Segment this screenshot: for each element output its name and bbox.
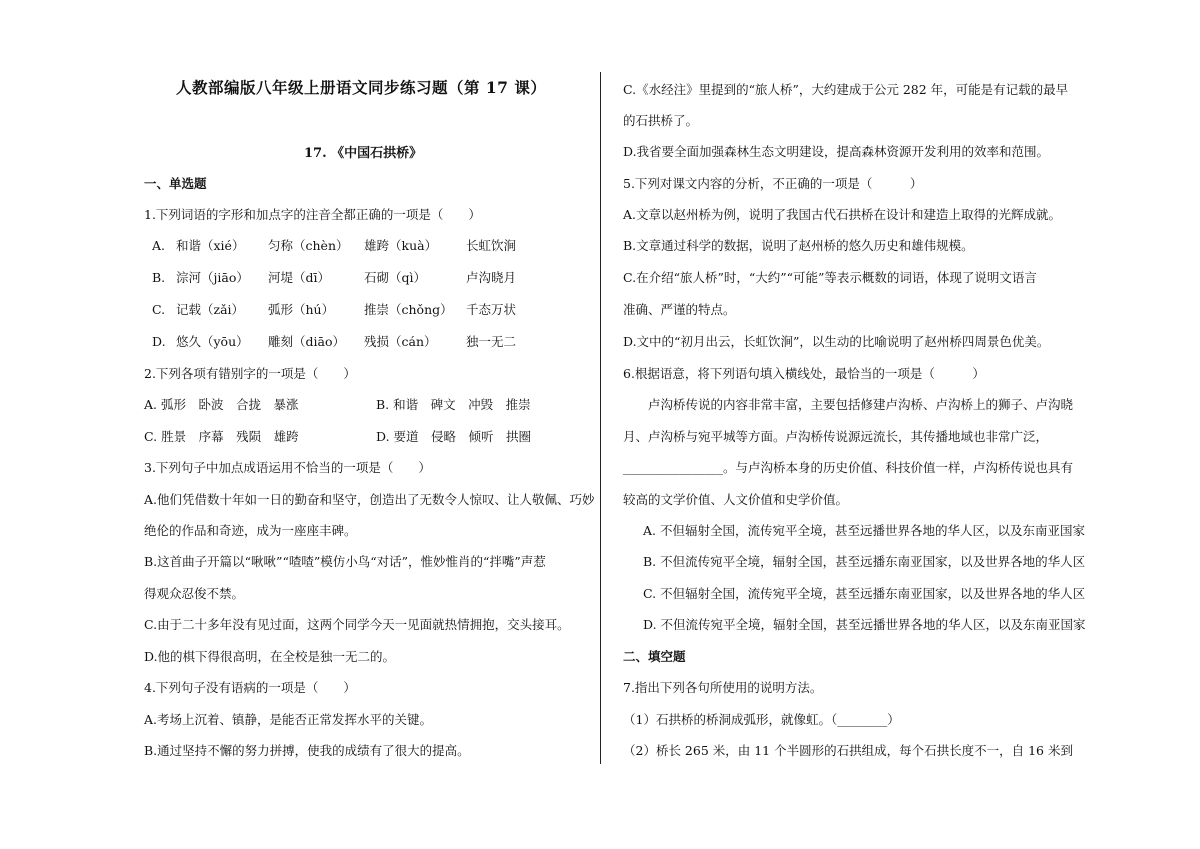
q1-option-word: 残损（cán） (364, 334, 437, 349)
q3-line: D.他的棋下得很高明，在全校是独一无二的。 (144, 649, 396, 664)
q1-option-word: 推崇（chǒng） (364, 302, 453, 317)
page-title: 人教部编版八年级上册语文同步练习题（第 17 课） (176, 78, 547, 97)
q6-passage-line: 卢沟桥传说的内容非常丰富，主要包括修建卢沟桥、卢沟桥上的狮子、卢沟晓 (623, 397, 1074, 412)
q5-line: 准确、严谨的特点。 (623, 302, 736, 317)
q2-option: C. 胜景 序幕 残陨 雄跨 (144, 429, 299, 444)
q2-option: D. 要道 侵略 倾听 拱圈 (376, 429, 532, 444)
q4-line: 的石拱桥了。 (623, 113, 699, 128)
q3-line: 得观众忍俊不禁。 (144, 586, 245, 601)
q7-line: （1）石拱桥的桥洞成弧形，就像虹。（________） (623, 712, 900, 727)
q6-option: A. 不但辐射全国，流传宛平全境，甚至远播世界各地的华人区，以及东南亚国家 (643, 523, 1085, 538)
q4-line: D.我省要全面加强森林生态文明建设，提高森林资源开发利用的效率和范围。 (623, 144, 1050, 159)
q5-line: C.在介绍“旅人桥”时，“大约”“可能”等表示概数的词语，体现了说明文语言 (623, 270, 1037, 285)
q1-option-word: 雄跨（kuà） (364, 238, 438, 253)
q7-line: （2）桥长 265 米，由 11 个半圆形的石拱组成，每个石拱长度不一，自 16 米到 (623, 743, 1073, 758)
q1-option-word: 记载（zǎi） (176, 302, 245, 317)
q3-stem: 3.下列句子中加点成语运用不恰当的一项是（ ） (144, 460, 431, 475)
q6-option: D. 不但流传宛平全境，辐射全国，甚至远播世界各地的华人区，以及东南亚国家 (643, 617, 1086, 632)
q4-stem: 4.下列句子没有语病的一项是（ ） (144, 680, 356, 695)
column-divider (600, 72, 601, 764)
q6-option: C. 不但辐射全国，流传宛平全境，甚至远播东南亚国家，以及世界各地的华人区 (643, 586, 1086, 601)
q1-stem: 1.下列词语的字形和加点字的注音全都正确的一项是（ ） (144, 207, 481, 222)
q5-stem: 5.下列对课文内容的分析，不正确的一项是（ ） (623, 176, 923, 191)
q3-line: B.这首曲子开篇以“啾啾”“喳喳”模仿小鸟“对话”，惟妙惟肖的“拌嘴”声惹 (144, 554, 546, 569)
q2-option: B. 和谐 碑文 冲毁 推崇 (376, 397, 531, 412)
q1-option-word: 河堤（dī） (268, 270, 330, 285)
q1-option-word: 和谐（xié） (176, 238, 245, 253)
q1-option-word: 匀称（chèn） (268, 238, 349, 253)
q3-line: C.由于二十多年没有见过面，这两个同学今天一见面就热情拥抱，交头接耳。 (144, 617, 570, 632)
q6-passage-line: 较高的文学价值、人文价值和史学价值。 (623, 492, 849, 507)
q4-line: C.《水经注》里提到的“旅人桥”，大约建成于公元 282 年，可能是有记载的最早 (623, 82, 1069, 97)
q1-option-word: 悠久（yōu） (176, 334, 249, 349)
q1-option-word: 独一无二 (466, 334, 517, 349)
q2-stem: 2.下列各项有错别字的一项是（ ） (144, 366, 356, 381)
q1-option-word: 长虹饮涧 (466, 238, 517, 253)
q4-line: A.考场上沉着、镇静，是能否正常发挥水平的关键。 (144, 712, 433, 727)
section-heading-fill-blank: 二、填空题 (623, 649, 686, 664)
q3-line: A.他们凭借数十年如一日的勤奋和坚守，创造出了无数令人惊叹、让人敬佩、巧妙 (144, 492, 595, 507)
q5-line: A.文章以赵州桥为例，说明了我国古代石拱桥在设计和建造上取得的光辉成就。 (623, 207, 1062, 222)
q6-passage-line: ________________。与卢沟桥本身的历史价值、科技价值一样，卢沟桥传说也具有 (623, 460, 1074, 475)
q1-option-letter: A. (152, 238, 166, 253)
q1-option-letter: C. (152, 302, 166, 317)
q2-option: A. 弧形 卧波 合拢 暴涨 (144, 397, 299, 412)
lesson-subtitle: 17. 《中国石拱桥》 (304, 146, 423, 161)
q1-option-word: 石砌（qì） (364, 270, 426, 285)
q1-option-letter: B. (152, 270, 166, 285)
section-heading-single-choice: 一、单选题 (144, 176, 207, 191)
q6-stem: 6.根据语意，将下列语句填入横线处，最恰当的一项是（ ） (623, 366, 985, 381)
q5-line: D.文中的“初月出云，长虹饮涧”，以生动的比喻说明了赵州桥四周景色优美。 (623, 334, 1050, 349)
q4-line: B.通过坚持不懈的努力拼搏，使我的成绩有了很大的提高。 (144, 743, 470, 758)
q1-option-word: 雕刻（diāo） (268, 334, 345, 349)
q3-line: 绝伦的作品和奇迹，成为一座座丰碑。 (144, 523, 357, 538)
q6-passage-line: 月、卢沟桥与宛平城等方面。卢沟桥传说源远流长，其传播地域也非常广泛， (623, 429, 1049, 444)
q7-stem: 7.指出下列各句所使用的说明方法。 (623, 680, 823, 695)
q1-option-word: 千态万状 (466, 302, 517, 317)
q6-option: B. 不但流传宛平全境，辐射全国，甚至远播东南亚国家，以及世界各地的华人区 (643, 554, 1086, 569)
q5-line: B.文章通过科学的数据，说明了赵州桥的悠久历史和雄伟规模。 (623, 238, 974, 253)
q1-option-word: 弧形（hú） (268, 302, 335, 317)
q1-option-letter: D. (152, 334, 166, 349)
q1-option-word: 卢沟晓月 (466, 270, 517, 285)
q1-option-word: 淙河（jiāo） (176, 270, 249, 285)
